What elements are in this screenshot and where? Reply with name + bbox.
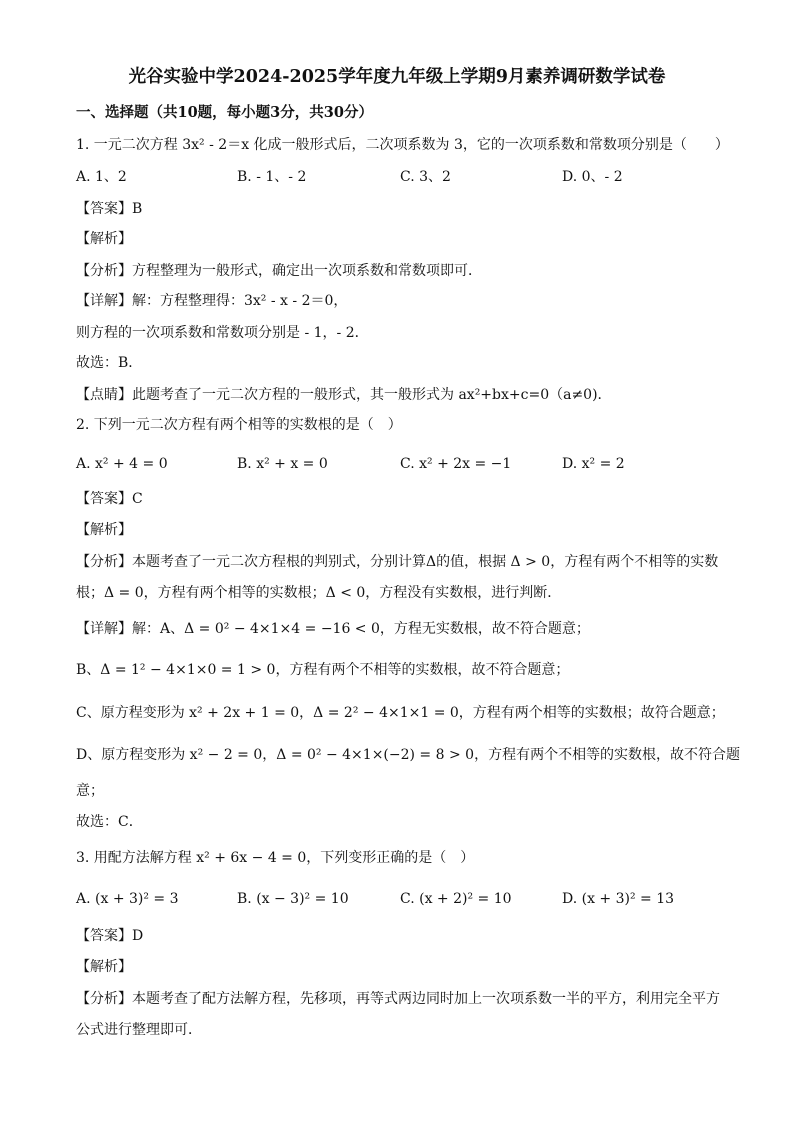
q1-xiangjie-2: 则方程的一次项系数和常数项分别是 - 1，- 2．	[76, 325, 369, 341]
q1-answer: 【答案】B	[76, 201, 143, 217]
q3-fenxi-2: 公式进行整理即可．	[76, 1022, 202, 1038]
q1-gu-xuan: 故选：B．	[76, 355, 143, 371]
q2-detail-a: 【详解】解：A、Δ = 0² − 4×1×4 = −16 < 0，方程无实数根，故不符合题意；	[76, 621, 590, 637]
q2-option-c: C. x² + 2x = −1	[400, 456, 512, 472]
q3-option-b: B. (x − 3)² = 10	[237, 891, 349, 907]
q3-option-d: D. (x + 3)² = 13	[562, 891, 675, 907]
q1-option-d: D. 0、- 2	[562, 169, 623, 185]
q2-stem: 2. 下列一元二次方程有两个相等的实数根的是（ ）	[76, 417, 402, 433]
q1-fenxi: 【分析】方程整理为一般形式，确定出一次项系数和常数项即可．	[76, 263, 482, 279]
q2-answer: 【答案】C	[76, 491, 143, 507]
q3-option-a: A. (x + 3)² = 3	[76, 891, 179, 907]
q2-gu-xuan: 故选：C．	[76, 814, 143, 830]
q2-detail-d-2: 意；	[76, 783, 104, 799]
section-heading: 一、选择题（共10题，每小题3分，共30分）	[76, 104, 373, 121]
q3-answer: 【答案】D	[76, 928, 144, 944]
q1-option-b: B. - 1、- 2	[237, 169, 307, 185]
q2-option-a: A. x² + 4 = 0	[76, 456, 168, 472]
q2-detail-d-1: D、原方程变形为 x² − 2 = 0，Δ = 0² − 4×1×(−2) = 8 > 0，方程有两个不相等的实数根，故不符合题	[76, 747, 741, 763]
q2-option-b: B. x² + x = 0	[237, 456, 328, 472]
q1-option-c: C. 3、2	[400, 169, 451, 185]
q2-analysis-label: 【解析】	[76, 522, 132, 538]
q1-xiangjie: 【详解】解：方程整理得：3x² - x - 2＝0，	[76, 293, 348, 309]
page-title: 光谷实验中学2024-2025学年度九年级上学期9月素养调研数学试卷	[128, 67, 666, 87]
q3-fenxi-1: 【分析】本题考查了配方法解方程，先移项，再等式两边同时加上一次项系数一半的平方，利用完全平方	[76, 991, 720, 1007]
q2-fenxi-1: 【分析】本题考查了一元二次方程根的判别式，分别计算Δ的值，根据 Δ > 0，方程有两个不相等的实数	[76, 554, 719, 570]
q1-analysis-label: 【解析】	[76, 231, 132, 247]
q2-detail-c: C、原方程变形为 x² + 2x + 1 = 0，Δ = 2² − 4×1×1 = 0，方程有两个相等的实数根；故符合题意；	[76, 705, 725, 721]
q3-option-c: C. (x + 2)² = 10	[400, 891, 512, 907]
q2-option-d: D. x² = 2	[562, 456, 625, 472]
q3-analysis-label: 【解析】	[76, 959, 132, 975]
q2-detail-b: B、Δ = 1² − 4×1×0 = 1 > 0，方程有两个不相等的实数根，故不符合题意；	[76, 662, 570, 678]
q2-fenxi-2: 根；Δ = 0，方程有两个相等的实数根；Δ < 0，方程没有实数根，进行判断．	[76, 585, 562, 601]
q1-stem: 1. 一元二次方程 3x² - 2＝x 化成一般形式后，二次项系数为 3，它的一次项系数和常数项分别是（ ）	[76, 137, 729, 153]
q3-stem: 3. 用配方法解方程 x² + 6x − 4 = 0，下列变形正确的是（ ）	[76, 850, 475, 866]
q1-option-a: A. 1、2	[76, 169, 127, 185]
q1-dianjing: 【点睛】此题考查了一元二次方程的一般形式，其一般形式为 ax²+bx+c=0（a≠0)．	[76, 387, 612, 403]
